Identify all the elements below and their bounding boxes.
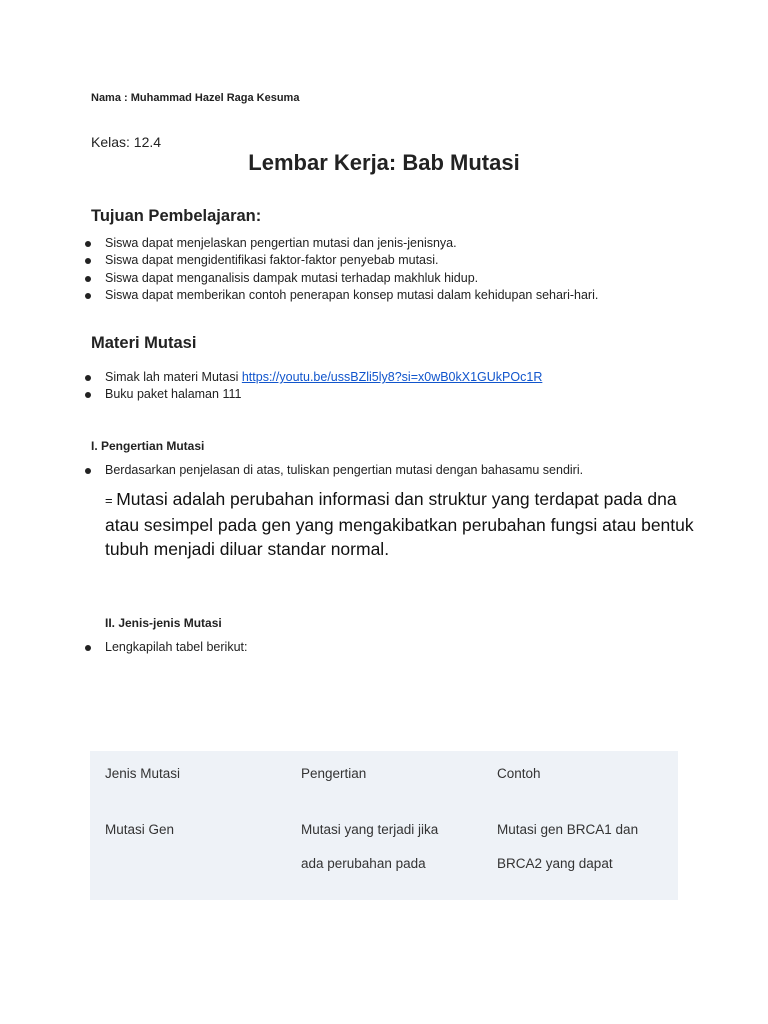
- bullet-icon: [85, 258, 91, 264]
- table-header-pengertian: Pengertian: [301, 766, 367, 781]
- list-item: Simak lah materi Mutasi https://youtu.be/ussBZli5ly8?si=x0wB0kX1GUkPOc1R: [80, 369, 542, 386]
- student-name: Nama : Muhammad Hazel Raga Kesuma: [91, 92, 300, 104]
- list-item: Siswa dapat memberikan contoh penerapan konsep mutasi dalam kehidupan sehari-hari.: [80, 287, 598, 304]
- materi-heading: Materi Mutasi: [91, 334, 197, 352]
- table-header-contoh: Contoh: [497, 766, 541, 781]
- section1-heading: I. Pengertian Mutasi: [91, 439, 205, 453]
- tujuan-list: [80, 235, 598, 304]
- student-class: Kelas: 12.4: [91, 134, 162, 150]
- bullet-icon: [85, 241, 91, 247]
- table-cell-pengertian: Mutasi yang terjadi jika ada perubahan pada: [301, 822, 439, 871]
- video-link[interactable]: https://youtu.be/ussBZli5ly8?si=x0wB0kX1GUkPOc1R: [241, 370, 543, 384]
- list-item: Siswa dapat menjelaskan pengertian mutasi dan jenis-jenisnya.: [80, 235, 598, 252]
- section1-list: [80, 462, 583, 479]
- bullet-icon: [85, 375, 91, 381]
- list-item: Buku paket halaman 111: [80, 386, 542, 403]
- table-header-jenis: Jenis Mutasi: [105, 766, 181, 781]
- page-title: Lembar Kerja: Bab Mutasi: [248, 150, 520, 175]
- section2-list: [80, 639, 247, 656]
- table-cell-contoh: Mutasi gen BRCA1 dan BRCA2 yang dapat: [497, 822, 639, 871]
- bullet-icon: [85, 468, 91, 474]
- bullet-icon: [85, 392, 91, 398]
- table-cell-jenis: Mutasi Gen: [105, 822, 175, 837]
- list-item: Siswa dapat menganalisis dampak mutasi terhadap makhluk hidup.: [80, 270, 598, 287]
- list-item: Siswa dapat mengidentifikasi faktor-faktor penyebab mutasi.: [80, 252, 598, 269]
- section2-heading: II. Jenis-jenis Mutasi: [105, 616, 222, 630]
- tujuan-heading: Tujuan Pembelajaran:: [91, 207, 262, 225]
- answer-text: = Mutasi adalah perubahan informasi dan struktur yang terdapat pada dna atau sesimpel pada gen yang mengakibatkan perubahan fungsi atau bentuk tubuh menjadi diluar standar normal.: [105, 489, 694, 559]
- bullet-icon: [85, 276, 91, 282]
- list-item: Lengkapilah tabel berikut:: [80, 639, 247, 656]
- bullet-icon: [85, 293, 91, 299]
- mutation-table: [90, 751, 678, 900]
- materi-list: [80, 369, 542, 404]
- bullet-icon: [85, 645, 91, 651]
- list-item: Berdasarkan penjelasan di atas, tuliskan pengertian mutasi dengan bahasamu sendiri.: [80, 462, 583, 479]
